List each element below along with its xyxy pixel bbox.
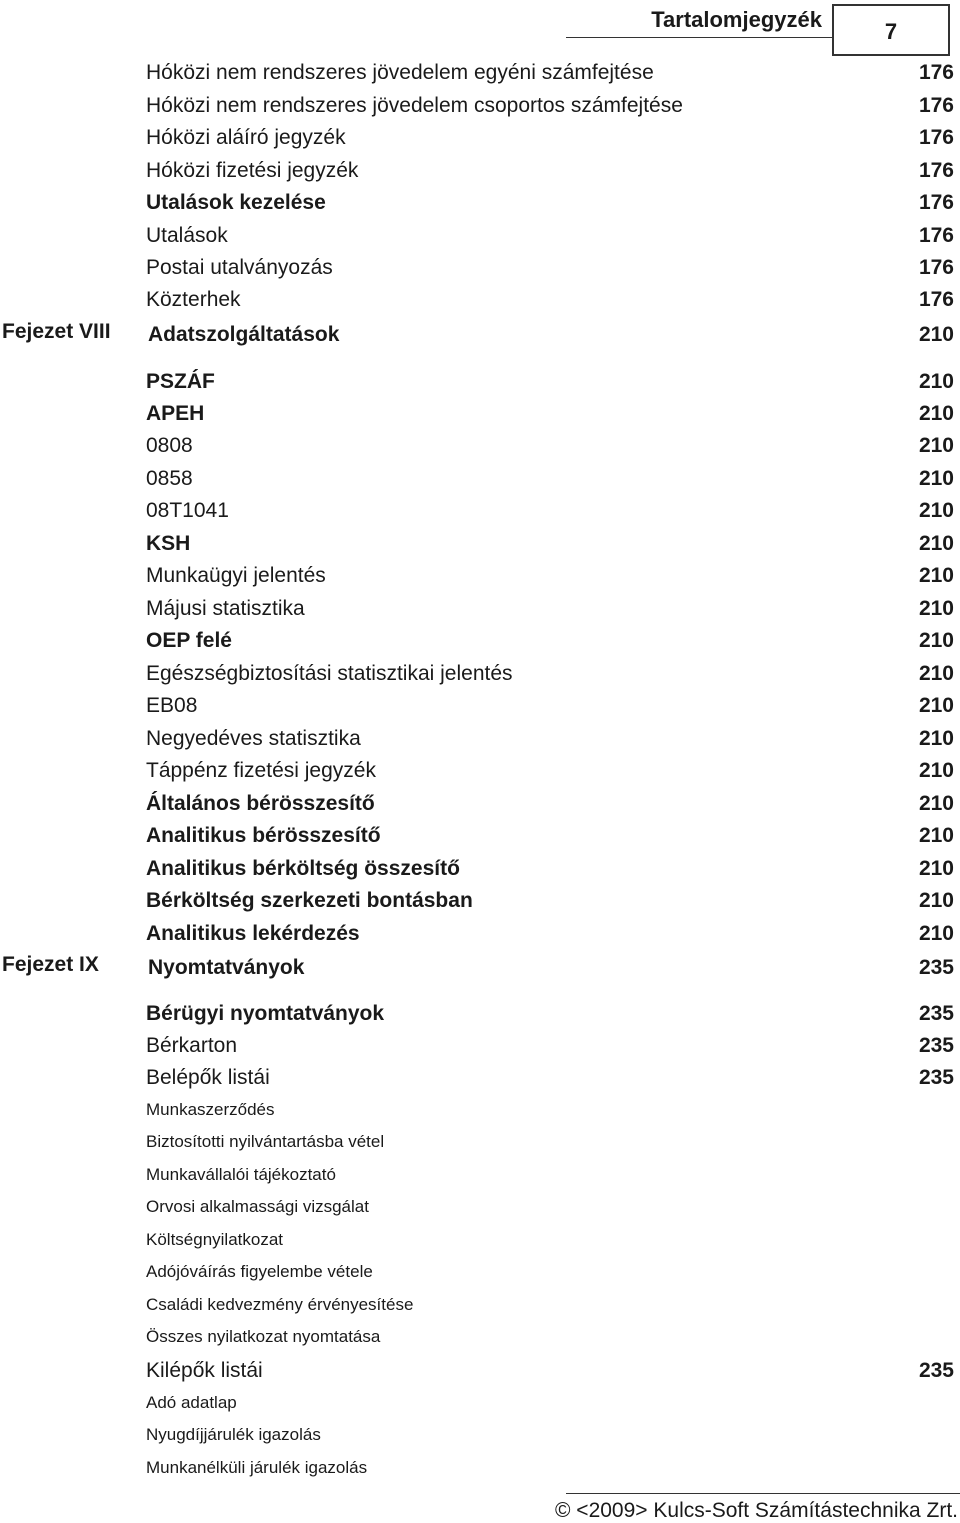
- toc-entry-title: PSZÁF: [146, 370, 215, 393]
- toc-entry-title: APEH: [146, 402, 205, 425]
- toc-entry-title: Kilépők listái: [146, 1359, 263, 1382]
- toc-entry-page: 210: [918, 323, 954, 346]
- toc-entry-title: OEP felé: [146, 629, 232, 652]
- page-footer: [0, 1493, 960, 1523]
- toc-entry-page: 235: [918, 1002, 954, 1025]
- toc-entry-title: Táppénz fizetési jegyzék: [146, 759, 376, 782]
- toc-entry-page: 176: [918, 256, 954, 279]
- page-number-box: [832, 4, 950, 56]
- toc-entry-title: Költségnyilatkozat: [146, 1230, 284, 1249]
- toc-entry-title: Negyedéves statisztika: [146, 727, 361, 750]
- toc-entry-page: 210: [918, 857, 954, 880]
- toc-entry-page: 210: [918, 889, 954, 912]
- toc-entry-title: Májusi statisztika: [146, 597, 305, 620]
- toc-entry-title: Hóközi nem rendszeres jövedelem csoportos számfejtése: [146, 94, 683, 117]
- header-rule: [566, 37, 832, 38]
- toc-entry-title: Postai utalványozás: [146, 256, 333, 279]
- copyright-text: © <2009> Kulcs-Soft Számítástechnika Zrt.: [555, 1499, 958, 1522]
- toc-entry-page: 176: [918, 191, 954, 214]
- toc-entry-title: Orvosi alkalmassági vizsgálat: [146, 1197, 369, 1216]
- toc-entry-title: Munkavállalói tájékoztató: [146, 1165, 336, 1184]
- toc-entry-page: 235: [918, 1359, 954, 1382]
- chapter-label: Fejezet IX: [2, 953, 99, 976]
- toc-entry-page: 210: [918, 824, 954, 847]
- toc-entry-title: Hóközi fizetési jegyzék: [146, 159, 359, 182]
- toc-entry-title: Bérköltség szerkezeti bontásban: [146, 889, 473, 912]
- toc-entry-page: 176: [918, 94, 954, 117]
- toc-entry-title: Adó adatlap: [146, 1393, 237, 1412]
- toc-entry-page: 210: [918, 597, 954, 620]
- toc-entry-title: Belépők listái: [146, 1066, 270, 1089]
- toc-entry-page: 210: [918, 402, 954, 425]
- toc-entry-title: Analitikus bérösszesítő: [146, 824, 381, 847]
- toc-entry-title: Analitikus bérköltség összesítő: [146, 857, 460, 880]
- footer-rule: [566, 1493, 960, 1494]
- toc-entry-page: 176: [918, 159, 954, 182]
- toc-entry-title: Adatszolgáltatások: [148, 323, 340, 346]
- toc-entry-title: EB08: [146, 694, 198, 717]
- toc-entry-title: Általános bérösszesítő: [146, 792, 375, 815]
- toc-entry-title: Összes nyilatkozat nyomtatása: [146, 1327, 381, 1346]
- toc-entry-title: Családi kedvezmény érvényesítése: [146, 1295, 414, 1314]
- toc-entry-page: 210: [918, 727, 954, 750]
- toc-entry-title: KSH: [146, 532, 191, 555]
- toc-entry-page: 176: [918, 61, 954, 84]
- toc-entry-title: Hóközi aláíró jegyzék: [146, 126, 346, 149]
- toc-entry-page: 176: [918, 126, 954, 149]
- chapter-label: Fejezet VIII: [2, 320, 111, 343]
- toc-entry-title: Nyomtatványok: [148, 956, 305, 979]
- toc-entry-page: 210: [918, 629, 954, 652]
- toc-entry-title: Utalások: [146, 224, 228, 247]
- page-number: 7: [884, 19, 898, 44]
- toc-entry-page: 176: [918, 224, 954, 247]
- toc-entry-page: 210: [918, 564, 954, 587]
- toc-entry-title: 0808: [146, 434, 193, 457]
- toc-entry-page: 210: [918, 499, 954, 522]
- toc-entry-page: 210: [918, 792, 954, 815]
- toc-entry-title: Munkaszerződés: [146, 1100, 275, 1119]
- header-title: Tartalomjegyzék: [651, 7, 822, 32]
- toc-entry-page: 210: [918, 532, 954, 555]
- toc-entry-title: Hóközi nem rendszeres jövedelem egyéni számfejtése: [146, 61, 654, 84]
- toc-entry-title: Bérügyi nyomtatványok: [146, 1002, 385, 1025]
- toc-entry-title: Adójóváírás figyelembe vétele: [146, 1262, 373, 1281]
- toc-entry-title: Bérkarton: [146, 1034, 238, 1057]
- toc-entry-title: 0858: [146, 467, 193, 490]
- toc-entry-title: Egészségbiztosítási statisztikai jelentés: [146, 662, 513, 685]
- toc-entry-page: 210: [918, 370, 954, 393]
- toc-entry-page: 210: [918, 662, 954, 685]
- toc-entry-page: 235: [918, 956, 954, 979]
- toc-entry-title: Biztosítotti nyilvántartásba vétel: [146, 1132, 385, 1151]
- toc-entry-page: 210: [918, 694, 954, 717]
- toc-entry-title: Utalások kezelése: [146, 191, 326, 214]
- toc-entry-title: Közterhek: [146, 288, 241, 311]
- toc-entry-page: 210: [918, 434, 954, 457]
- toc-entry-title: Nyugdíjjárulék igazolás: [146, 1425, 321, 1444]
- toc-entry-page: 210: [918, 759, 954, 782]
- toc-entry-title: Analitikus lekérdezés: [146, 922, 360, 945]
- toc-entry-title: Munkanélküli járulék igazolás: [146, 1458, 368, 1477]
- toc-entry-page: 210: [918, 467, 954, 490]
- toc-entry-title: 08T1041: [146, 499, 229, 522]
- toc-entry-page: 235: [918, 1034, 954, 1057]
- toc-entry-page: 176: [918, 288, 954, 311]
- toc-entry-page: 235: [918, 1066, 954, 1089]
- toc-entry-title: Munkaügyi jelentés: [146, 564, 326, 587]
- toc-entry-page: 210: [918, 922, 954, 945]
